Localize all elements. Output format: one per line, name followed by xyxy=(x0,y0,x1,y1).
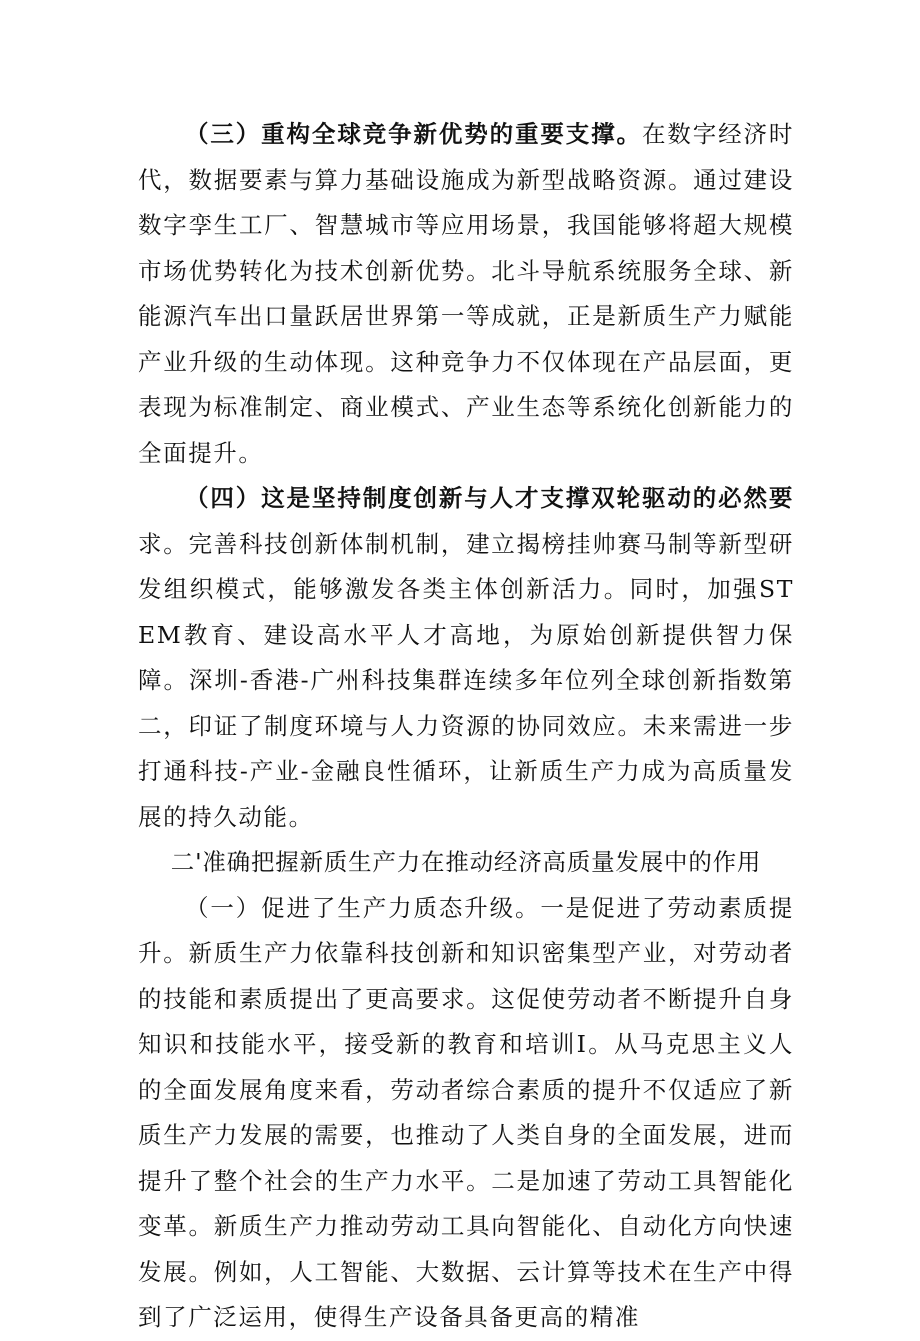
paragraph-section-3 xyxy=(138,112,794,476)
section-heading: 二'准确把握新质生产力在推动经济高质量发展中的作用 xyxy=(170,848,762,876)
paragraph-section-4 xyxy=(138,476,794,840)
paragraph-lead-4: （四）这是坚持制度创新与人才支撑双轮驱动的必然要 xyxy=(185,484,794,512)
document-body xyxy=(138,112,794,1341)
paragraph-section-5 xyxy=(138,886,794,1341)
paragraph-lead-5: （一）促进了生产力质态升级。 xyxy=(185,893,541,922)
paragraph-text-4: 求。完善科技创新体制机制，建立揭榜挂帅赛马制等新型研发组织模式，能够激发各类主体创新活力。同时，加强STEM教育、建设高水平人才高地，为原始创新提供智力保障。深圳-香港-广州科技集群连续多年位列全球创新指数第二，印证了制度环境与人力资源的协同效应。未来需进一步打通科技-产业-金融良性循环，让新质生产力成为高质量发展的持久动能。 xyxy=(138,529,794,831)
paragraph-text-5: 一是促进了劳动素质提升。新质生产力依靠科技创新和知识密集型产业，对劳动者的技能和素质提出了更高要求。这促使劳动者不断提升自身知识和技能水平，接受新的教育和培训I。从马克思主义人的全面发展角度来看，劳动者综合素质的提升不仅适应了新质生产力发展的需要，也推动了人类自身的全面发展，进而提升了整个社会的生产力水平。二是加速了劳动工具智能化变革。新质生产力推动劳动工具向智能化、自动化方向快速发展。例如，人工智能、大数据、云计算等技术在生产中得到了广泛运用，使得生产设备具备更高的精准 xyxy=(138,893,795,1331)
paragraph-text-3: 在数字经济时代，数据要素与算力基础设施成为新型战略资源。通过建设数字孪生工厂、智慧城市等应用场景，我国能够将超大规模市场优势转化为技术创新优势。北斗导航系统服务全球、新能源汽车出口量跃居世界第一等成就，正是新质生产力赋能产业升级的生动体现。这种竞争力不仅体现在产品层面，更表现为标准制定、商业模式、产业生态等系统化创新能力的全面提升。 xyxy=(138,120,794,467)
paragraph-lead-3: （三）重构全球竞争新优势的重要支撑。 xyxy=(185,120,642,148)
